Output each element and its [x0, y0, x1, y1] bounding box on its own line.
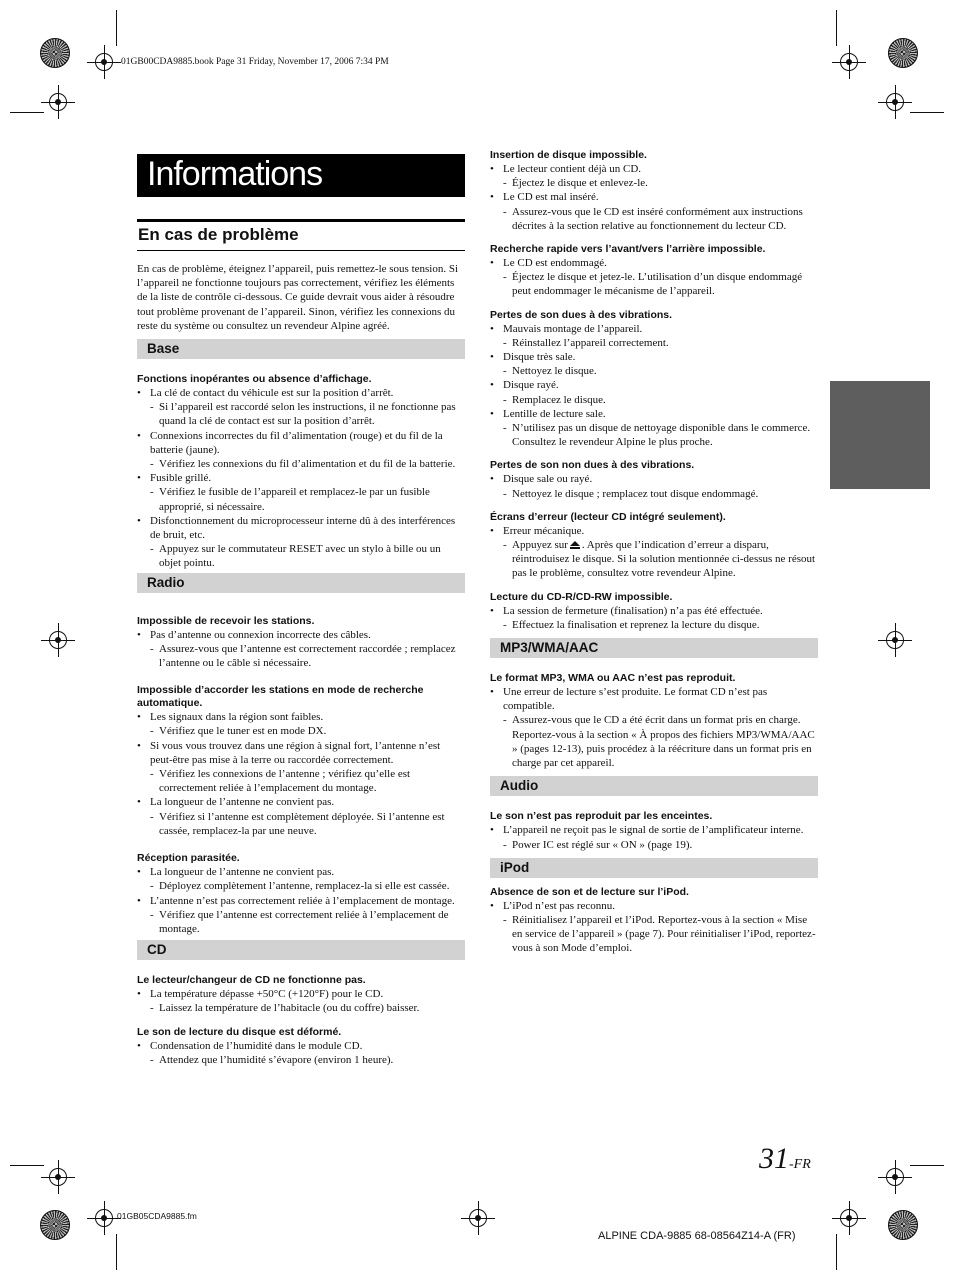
cause-item: • Pas d’antenne ou connexion incorrecte des câbles.	[137, 628, 465, 642]
remedy-item: - Vérifiez les connexions de l’antenne ; vérifiez qu’elle est correctement reliée à l’emplacement du montage.	[137, 767, 465, 795]
cause-item: • La longueur de l’antenne ne convient pas.	[137, 865, 465, 879]
cause-item: • Disque rayé.	[490, 378, 818, 392]
cause-item: • La température dépasse +50°C (+120°F) pour le CD.	[137, 987, 465, 1001]
page-number	[759, 1142, 811, 1176]
remedy-item: - Effectuez la finalisation et reprenez la lecture du disque.	[490, 618, 818, 632]
remedy-text-end: . Après que l’indication d’erreur a disparu, réintroduisez le disque. Si la solution mentionnée ci-dessus ne résout pas le problème, consultez votre revendeur Alpine.	[512, 539, 816, 580]
remedy-item: - Déployez complètement l’antenne, remplacez-la si elle est cassée.	[137, 879, 465, 893]
intro-text: En cas de problème, éteignez l’appareil, puis remettez-le sous tension. Si l’appareil ne fonctionne toujours pas correctement, vérifiez les éléments de la liste de contrôle ci-dessous. Ce guide devrait vous aider à résoudre tout problème provenant de l’appareil. Sinon, vérifiez les connexions du reste du système ou consultez un revendeur Alpine agréé.	[137, 263, 459, 332]
problem-heading: Le lecteur/changeur de CD ne fonctionne pas.	[137, 974, 366, 987]
crosshair-mark	[878, 623, 912, 657]
section-mp3-header: MP3/WMA/AAC	[490, 638, 818, 658]
remedy-item: - Assurez-vous que le CD a été écrit dans un format pris en charge. Reportez-vous à la section « À propos des fichiers MP3/WMA/AAC » (pages 12-13), puis procédez à la réécriture dans un format pris en charge par cet appareil.	[490, 713, 818, 770]
problem-heading: Impossible d’accorder les stations en mode de recherche automatique.	[137, 684, 424, 710]
cause-item: • Mauvais montage de l’appareil.	[490, 322, 818, 336]
page-number-suffix: -FR	[789, 1157, 811, 1172]
remedy-item: - Réinitialisez l’appareil et l’iPod. Reportez-vous à la section « Mise en service de l’appareil » (page 7). Pour réinitialiser l’iPod, reportez-vous à son Mode d’emploi.	[490, 913, 818, 956]
crop-line	[10, 1165, 44, 1166]
remedy-item: - Réinstallez l’appareil correctement.	[490, 336, 818, 350]
cause-item: • L’antenne n’est pas correctement reliée à l’emplacement de montage.	[137, 894, 465, 908]
crop-line	[10, 112, 44, 113]
column-left	[137, 262, 465, 1067]
remedy-item: - Vérifiez si l’antenne est complètement déployée. Si l’antenne est cassée, remplacez-la par une neuve.	[137, 810, 465, 838]
cause-item: • Disque très sale.	[490, 350, 818, 364]
crosshair-mark	[878, 85, 912, 119]
problem-heading: Impossible de recevoir les stations.	[137, 614, 315, 627]
cause-item: • Le CD est endommagé.	[490, 256, 818, 270]
crosshair-mark	[87, 45, 121, 79]
cause-item: • Lentille de lecture sale.	[490, 407, 818, 421]
problem-heading: Écrans d’erreur (lecteur CD intégré seulement).	[490, 510, 726, 523]
remedy-item: - Assurez-vous que le CD est inséré conformément aux instructions décrites à la section relative au fonctionnement du lecteur CD.	[490, 205, 818, 233]
section-base-header: Base	[137, 339, 465, 359]
crop-line	[910, 1165, 944, 1166]
cause-item: • L’iPod n’est pas reconnu.	[490, 899, 818, 913]
cause-item: • Disfonctionnement du microprocesseur interne dû à des interférences de bruit, etc.	[137, 514, 465, 542]
cause-item: • La clé de contact du véhicule est sur la position d’arrêt.	[137, 386, 465, 400]
remedy-item: - Attendez que l’humidité s’évapore (environ 1 heure).	[137, 1053, 465, 1067]
problem-heading: Le format MP3, WMA ou AAC n’est pas reproduit.	[490, 672, 736, 685]
problem-heading: Réception parasitée.	[137, 852, 240, 865]
section-tab	[830, 381, 930, 489]
crosshair-mark	[832, 45, 866, 79]
section-radio-header: Radio	[137, 573, 465, 593]
crosshair-mark	[41, 1160, 75, 1194]
crosshair-mark	[461, 1201, 495, 1235]
problem-heading: Le son de lecture du disque est déformé.	[137, 1025, 342, 1038]
cause-item: • L’appareil ne reçoit pas le signal de sortie de l’amplificateur interne.	[490, 823, 818, 837]
crosshair-mark	[878, 1160, 912, 1194]
remedy-item: - Nettoyez le disque ; remplacez tout disque endommagé.	[490, 487, 818, 501]
cause-item: • Erreur mécanique.	[490, 524, 818, 538]
problem-heading: Lecture du CD-R/CD-RW impossible.	[490, 590, 673, 603]
crop-line	[910, 112, 944, 113]
remedy-item: - Nettoyez le disque.	[490, 364, 818, 378]
remedy-item: - Éjectez le disque et jetez-le. L’utilisation d’un disque endommagé peut endommager le mécanisme de l’appareil.	[490, 270, 818, 298]
cause-item: • Connexions incorrectes du fil d’alimentation (rouge) et du fil de la batterie (jaune).	[137, 429, 465, 457]
remedy-item: - Power IC est réglé sur « ON » (page 19).	[490, 838, 818, 852]
cause-item: • Le lecteur contient déjà un CD.	[490, 162, 818, 176]
remedy-item: - Remplacez le disque.	[490, 393, 818, 407]
remedy-item	[490, 538, 818, 581]
problem-heading: Pertes de son non dues à des vibrations.	[490, 459, 695, 472]
registration-star-top-right	[888, 38, 918, 68]
remedy-item: - Si l’appareil est raccordé selon les instructions, il ne fonctionne pas quand la clé de contact est sur la position d’arrêt.	[137, 400, 465, 428]
cause-item: • La session de fermeture (finalisation) n’a pas été effectuée.	[490, 604, 818, 618]
file-name: 01GB05CDA9885.fm	[117, 1211, 197, 1221]
cause-item: • Condensation de l’humidité dans le module CD.	[137, 1039, 465, 1053]
remedy-item: - Éjectez le disque et enlevez-le.	[490, 176, 818, 190]
remedy-item: - Appuyez sur le commutateur RESET avec un stylo à bille ou un objet pointu.	[137, 542, 465, 570]
registration-star-bottom-right	[888, 1210, 918, 1240]
crosshair-mark	[41, 623, 75, 657]
cause-item: • Fusible grillé.	[137, 471, 465, 485]
registration-star-top-left	[40, 38, 70, 68]
model-info: ALPINE CDA-9885 68-08564Z14-A (FR)	[598, 1230, 796, 1242]
cause-item: • La longueur de l’antenne ne convient pas.	[137, 795, 465, 809]
problem-heading: Recherche rapide vers l’avant/vers l’arrière impossible.	[490, 243, 766, 256]
section-audio-header: Audio	[490, 776, 818, 796]
crosshair-mark	[832, 1201, 866, 1235]
remedy-item: - Laissez la température de l’habitacle (ou du coffre) baisser.	[137, 1001, 465, 1015]
page-number-value: 31	[759, 1142, 789, 1175]
remedy-item: - Vérifiez que l’antenne est correctement reliée à l’emplacement de montage.	[137, 908, 465, 936]
cause-item: • Si vous vous trouvez dans une région à signal fort, l’antenne n’est peut-être pas mise à la terre ou raccordée correctement.	[137, 739, 465, 767]
cause-item: • Une erreur de lecture s’est produite. Le format CD n’est pas compatible.	[490, 685, 818, 713]
section-cd-header: CD	[137, 940, 465, 960]
cause-item: • Le CD est mal inséré.	[490, 190, 818, 204]
remedy-item: - Vérifiez les connexions du fil d’alimentation et du fil de la batterie.	[137, 457, 465, 471]
crop-line	[836, 10, 837, 46]
problem-heading: Insertion de disque impossible.	[490, 149, 647, 161]
remedy-item: - Assurez-vous que l’antenne est correctement raccordée ; remplacez l’antenne ou le câble si nécessaire.	[137, 642, 465, 670]
crop-line	[116, 10, 117, 46]
crosshair-mark	[87, 1201, 121, 1235]
crosshair-mark	[41, 85, 75, 119]
eject-icon	[570, 541, 580, 549]
cause-item: • Disque sale ou rayé.	[490, 472, 818, 486]
remedy-item: - Vérifiez que le tuner est en mode DX.	[137, 724, 465, 738]
section-subtitle: En cas de problème	[137, 219, 465, 251]
file-info: 01GB00CDA9885.book Page 31 Friday, November 17, 2006 7:34 PM	[121, 57, 389, 67]
problem-heading: Fonctions inopérantes ou absence d’affichage.	[137, 373, 372, 386]
problem-heading: Le son n’est pas reproduit par les enceintes.	[490, 810, 713, 823]
problem-heading: Absence de son et de lecture sur l’iPod.	[490, 885, 689, 898]
column-right	[490, 147, 818, 956]
section-ipod-header: iPod	[490, 858, 818, 878]
problem-heading: Pertes de son dues à des vibrations.	[490, 308, 673, 321]
remedy-item: - Vérifiez le fusible de l’appareil et remplacez-le par un fusible approprié, si nécessaire.	[137, 485, 465, 513]
crop-line	[836, 1234, 837, 1270]
remedy-item: - N’utilisez pas un disque de nettoyage disponible dans le commerce. Consultez le revendeur Alpine le plus proche.	[490, 421, 818, 449]
remedy-text-start: Appuyez sur	[512, 539, 568, 552]
cause-item: • Les signaux dans la région sont faibles.	[137, 710, 465, 724]
crop-line	[116, 1234, 117, 1270]
page-title: Informations	[137, 154, 465, 197]
registration-star-bottom-left	[40, 1210, 70, 1240]
